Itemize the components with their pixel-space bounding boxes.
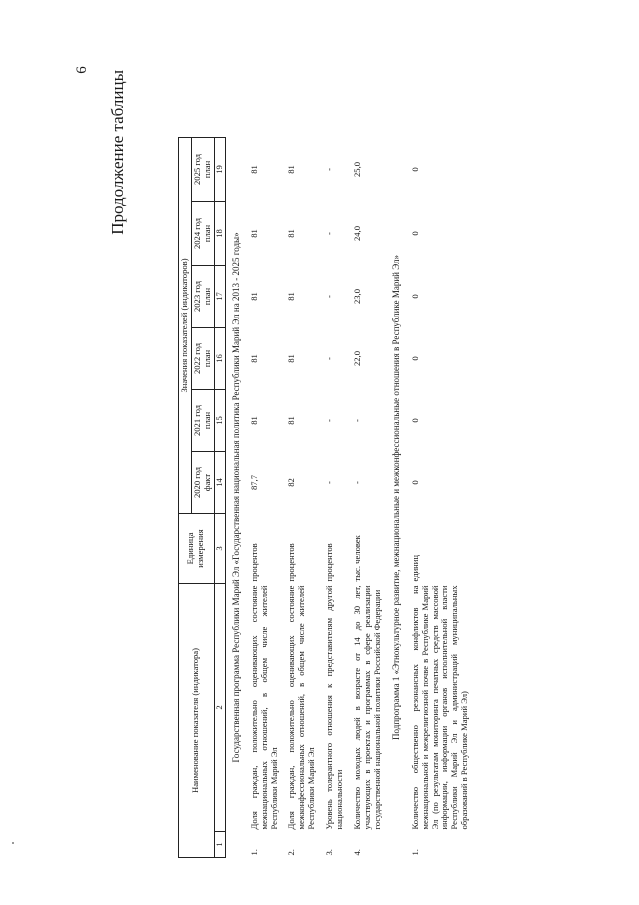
col-index-1: 1 xyxy=(214,832,225,858)
row-value: 81 xyxy=(286,292,297,301)
row-indicator-name: Уровень толерантного отношения к представителям другой национальности xyxy=(324,585,344,830)
row-value: - xyxy=(324,357,335,360)
header-year-kind: план xyxy=(201,287,212,306)
row-unit: процентов xyxy=(324,543,335,582)
row-value: - xyxy=(351,481,362,484)
row-indicator-name: Доля граждан, положительно оценивающих состояние межконфессиональных отношений, в общем числе жителей Республики Марий Эл xyxy=(286,585,317,830)
header-year-kind: план xyxy=(201,411,212,430)
header-name: Наименование показателя (индикатора) xyxy=(179,584,215,858)
header-year-label: 2020 год xyxy=(191,466,202,499)
header-year-kind: план xyxy=(201,224,212,243)
subprogram-title: Подпрограмма 1 «Этнокультурное развитие, межнациональные и межконфессиональные отношения в Республике Марий Эл» xyxy=(391,254,402,740)
row-value: 0 xyxy=(409,356,420,361)
row-value: 0 xyxy=(409,480,420,485)
table-row xyxy=(246,137,284,857)
row-value: - xyxy=(324,232,335,235)
header-year-2 xyxy=(191,328,214,390)
row-value: 81 xyxy=(286,229,297,238)
row-value: 81 xyxy=(286,354,297,363)
header-year-label: 2024 год xyxy=(191,217,202,250)
row-value: - xyxy=(324,419,335,422)
header-year-kind: план xyxy=(201,349,212,368)
row-unit: процентов xyxy=(286,543,297,582)
header-year-label: 2023 год xyxy=(191,280,202,313)
row-value: 81 xyxy=(248,292,259,301)
header-year-kind: план xyxy=(201,160,212,179)
row-value: 81 xyxy=(248,416,259,425)
table-row xyxy=(283,137,321,857)
col-index-year-1: 15 xyxy=(214,390,225,452)
row-value: 24,0 xyxy=(351,225,362,242)
header-year-label: 2022 год xyxy=(191,342,202,375)
row-value: - xyxy=(324,481,335,484)
row-number: 4. xyxy=(351,849,362,856)
table-row xyxy=(321,137,349,857)
row-value: 81 xyxy=(248,354,259,363)
row-value: 23,0 xyxy=(351,288,362,305)
row-value: 81 xyxy=(248,229,259,238)
indicator-table xyxy=(178,137,474,858)
header-year-4 xyxy=(191,202,214,266)
page-number: 6 xyxy=(74,66,90,74)
row-value: 0 xyxy=(409,231,420,236)
header-year-label: 2025 год xyxy=(191,153,202,186)
continuation-title: Продолжение таблицы xyxy=(108,70,127,235)
row-value: 81 xyxy=(248,165,259,174)
rotated-table-container xyxy=(178,138,628,858)
header-values: Значения показателей (индикаторов) xyxy=(179,137,192,513)
row-value: - xyxy=(324,295,335,298)
row-value: 82 xyxy=(286,478,297,487)
row-value: 81 xyxy=(286,416,297,425)
row-value: - xyxy=(351,419,362,422)
header-year-5 xyxy=(191,137,214,201)
header-year-1 xyxy=(191,390,214,452)
row-value: 22,0 xyxy=(351,350,362,367)
scan-speck xyxy=(12,842,14,844)
row-value: 25,0 xyxy=(351,161,362,177)
row-unit: тыс. человек xyxy=(351,535,362,582)
col-index-year-5: 19 xyxy=(214,137,225,201)
row-indicator-name: Количество общественно резонансных конфликтов на межнациональной и межрелигиозной почве в Республике Марий Эл (по результатам мониторинга печатных средств массовой информации, информации органов исполнительной власти Республики Марий Эл и администраций муниципальных образований в Республике Марий Эл) xyxy=(409,585,470,830)
row-unit: единиц xyxy=(409,555,420,582)
col-index-3: 3 xyxy=(214,514,225,584)
col-index-2: 2 xyxy=(214,584,225,832)
col-index-year-0: 14 xyxy=(214,452,225,514)
header-unit: Единица измерения xyxy=(179,514,215,584)
header-year-label: 2021 год xyxy=(191,404,202,437)
row-value: 0 xyxy=(409,167,420,172)
row-value: 87,7 xyxy=(248,474,259,491)
row-value: 81 xyxy=(286,165,297,174)
col-index-year-2: 16 xyxy=(214,328,225,390)
row-value: 0 xyxy=(409,294,420,299)
row-indicator-name: Количество молодых людей в возрасте от 14 до 30 лет, участвующих в проектах и программах в сфере реализации государственной национальной политики Российской Федерации xyxy=(351,585,382,830)
col-index-year-4: 18 xyxy=(214,202,225,266)
program-title: Государственная программа Республики Марий Эл «Государственная национальная политика Республики Марий Эл на 2013 - 2025 годы» xyxy=(230,232,241,763)
row-number: 3. xyxy=(324,849,335,856)
table-row xyxy=(349,137,387,857)
header-year-3 xyxy=(191,266,214,328)
row-number: 1. xyxy=(248,849,259,856)
table-row xyxy=(407,137,474,857)
col-index-year-3: 17 xyxy=(214,266,225,328)
row-number: 2. xyxy=(286,849,297,856)
row-indicator-name: Доля граждан, положительно оценивающих состояние межнациональных отношений, в общем числе жителей Республики Марий Эл xyxy=(248,585,279,830)
row-value: 0 xyxy=(409,418,420,423)
row-value: - xyxy=(324,168,335,171)
row-number: 1. xyxy=(409,849,420,856)
header-year-kind: факт xyxy=(201,473,212,492)
row-unit: процентов xyxy=(248,543,259,582)
header-year-0 xyxy=(191,452,214,514)
